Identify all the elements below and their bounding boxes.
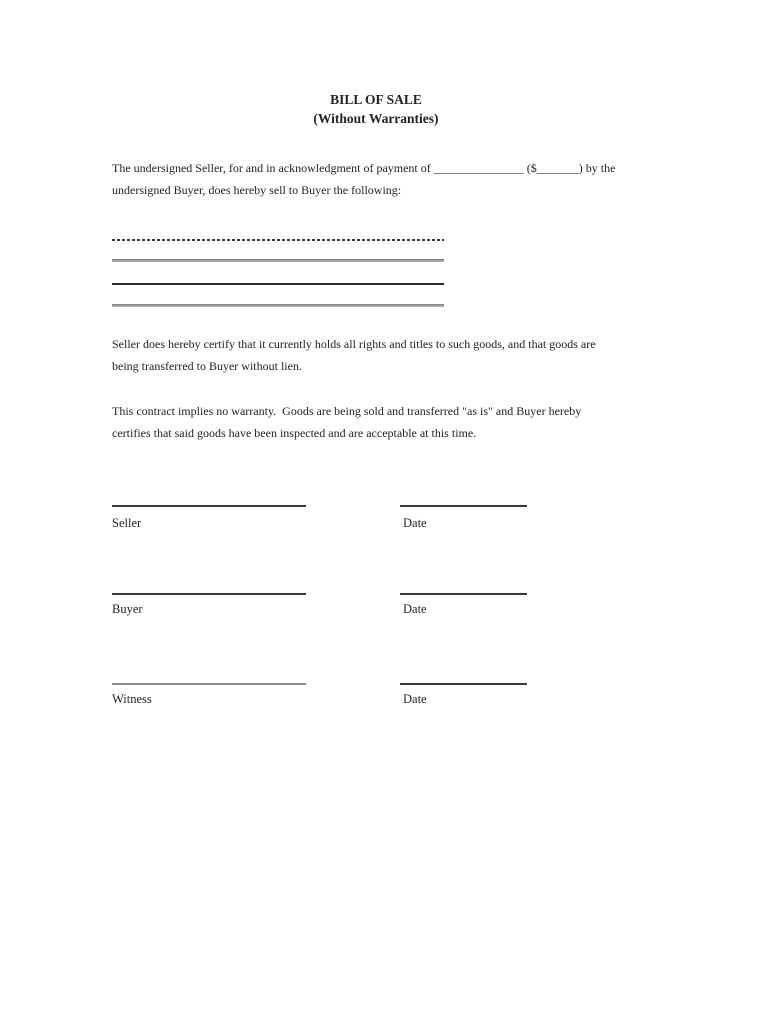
warranty-line-2: certifies that said goods have been inspected and are acceptable at this time. — [112, 426, 477, 440]
goods-blank-line-2[interactable] — [112, 259, 444, 262]
intro-line-2: undersigned Buyer, does hereby sell to Buyer the following: — [112, 183, 402, 197]
buyer-date-line[interactable] — [400, 593, 527, 595]
buyer-signature-line[interactable] — [112, 593, 306, 595]
witness-signature-line[interactable] — [112, 683, 306, 685]
warranty-line-1: This contract implies no warranty. Goods are being sold and transferred "as is" and Buyer hereby — [112, 404, 582, 418]
certify-line-1: Seller does hereby certify that it currently holds all rights and titles to such goods, and that goods are — [112, 337, 596, 351]
witness-label: Witness — [112, 692, 152, 706]
goods-blank-line-1[interactable] — [112, 239, 444, 241]
seller-date-line[interactable] — [400, 505, 527, 507]
intro-line-1: The undersigned Seller, for and in acknowledgment of payment of _______________ ($_______) by the — [112, 161, 616, 175]
document-subtitle: (Without Warranties) — [313, 111, 439, 126]
witness-date-label: Date — [403, 692, 427, 706]
buyer-label: Buyer — [112, 602, 143, 616]
document-title: BILL OF SALE — [330, 92, 422, 107]
certify-line-2: being transferred to Buyer without lien. — [112, 359, 302, 373]
seller-signature-line[interactable] — [112, 505, 306, 507]
seller-label: Seller — [112, 516, 142, 530]
goods-blank-line-3[interactable] — [112, 283, 444, 285]
goods-blank-line-4[interactable] — [112, 304, 444, 307]
buyer-date-label: Date — [403, 602, 427, 616]
seller-date-label: Date — [403, 516, 427, 530]
witness-date-line[interactable] — [400, 683, 527, 685]
